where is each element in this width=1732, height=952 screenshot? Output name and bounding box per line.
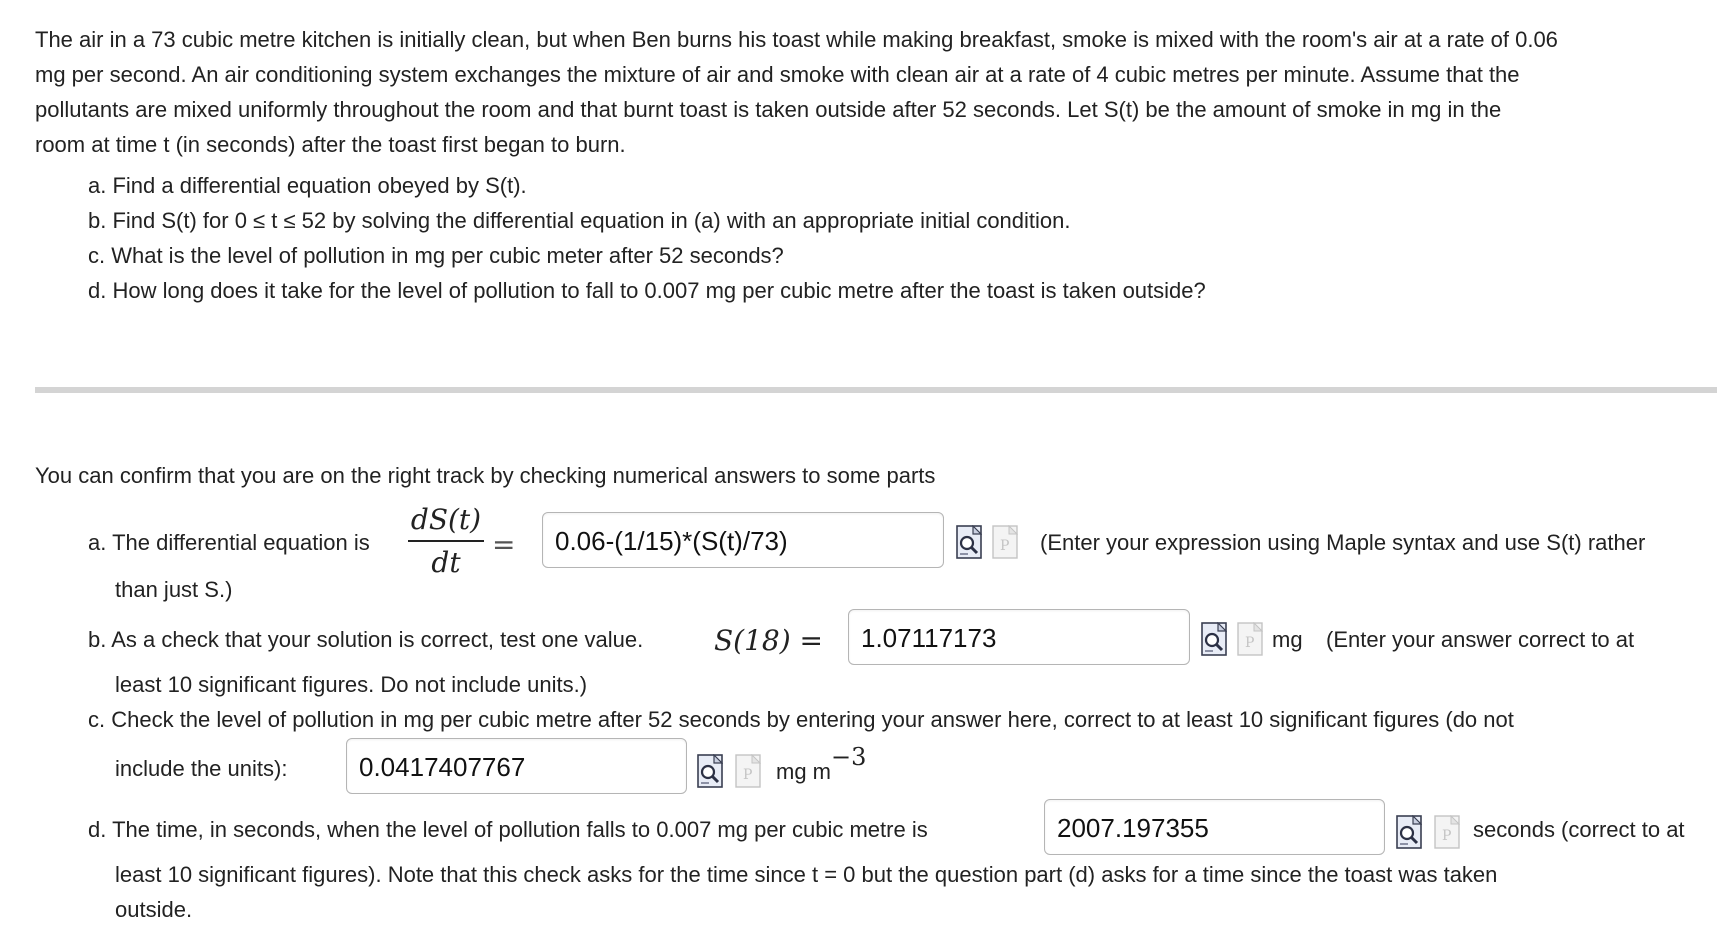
problem-line-1: The air in a 73 cubic metre kitchen is initially clean, but when Ben burns his toast while making breakfast, smoke is mixed with the room's air at a rate of 0.06 (35, 27, 1558, 52)
preview-icon[interactable] (956, 525, 982, 559)
question-parts (88, 168, 1206, 308)
check-a-prefix: a. The differential equation is (88, 530, 370, 555)
check-d-line-2: least 10 significant figures). Note that this check asks for the time since t = 0 but the question part (d) asks for a time since the toast was taken (115, 862, 1498, 887)
unit-mg: mg (1272, 627, 1303, 652)
answer-input-c[interactable]: 0.0417407767 (346, 738, 687, 794)
check-b-hint: (Enter your answer correct to at (1326, 627, 1635, 652)
preview-icon[interactable] (1201, 622, 1227, 656)
part-a: a. Find a differential equation obeyed by S(t). (88, 173, 527, 198)
answer-input-a[interactable]: 0.06-(1/15)*(S(t)/73) (542, 512, 944, 568)
answer-input-d[interactable]: 2007.197355 (1044, 799, 1385, 855)
part-d: d. How long does it take for the level of pollution to fall to 0.007 mg per cubic metre after the toast is taken outside? (88, 278, 1206, 303)
check-intro: You can confirm that you are on the right track by checking numerical answers to some parts (35, 463, 936, 488)
unit-mg-per-m3 (776, 743, 867, 785)
check-b-hint-continued: least 10 significant figures. Do not include units.) (115, 672, 588, 697)
maple-help-icon[interactable] (1237, 622, 1263, 656)
maple-help-icon[interactable] (992, 525, 1018, 559)
check-d-line-3: outside. (115, 897, 193, 922)
maple-help-icon[interactable] (1434, 815, 1460, 849)
check-d-prefix: d. The time, in seconds, when the level of pollution falls to 0.007 mg per cubic metre is (88, 817, 928, 842)
check-c-prefix: include the units): (115, 756, 288, 781)
problem-line-4: room at time t (in seconds) after the toast first began to burn. (35, 132, 626, 157)
preview-icon[interactable] (1396, 815, 1422, 849)
s18-label: S(18) = (714, 624, 824, 657)
section-divider (35, 387, 1717, 393)
maple-help-icon[interactable] (735, 754, 761, 788)
unit-exponent: −3 (831, 743, 867, 771)
check-d-suffix: seconds (correct to at (1473, 817, 1685, 842)
part-b: b. Find S(t) for 0 ≤ t ≤ 52 by solving the differential equation in (a) with an appropriate initial condition. (88, 208, 1071, 233)
check-a-hint-continued: than just S.) (115, 577, 233, 602)
check-c-line: c. Check the level of pollution in mg per cubic metre after 52 seconds by entering your answer here, correct to at least 10 significant figures (do not (88, 707, 1514, 732)
problem-line-3: pollutants are mixed uniformly throughout the room and that burnt toast is taken outside after 52 seconds. Let S(t) be the amount of smoke in mg in the (35, 97, 1502, 122)
preview-icon[interactable] (697, 754, 723, 788)
fraction-numerator: dS(t) (410, 503, 482, 536)
check-a-hint: (Enter your expression using Maple syntax and use S(t) rather (1040, 530, 1646, 555)
check-b-prefix: b. As a check that your solution is correct, test one value. (88, 627, 644, 652)
fraction-denominator: dt (431, 545, 461, 579)
equals-sign: = (492, 528, 516, 561)
answer-input-b[interactable]: 1.07117173 (848, 609, 1190, 665)
problem-line-2: mg per second. An air conditioning system exchanges the mixture of air and smoke with clean air at a rate of 4 cubic metres per minute. Assume that the (35, 62, 1520, 87)
fraction-bar (408, 540, 484, 542)
derivative-fraction (408, 503, 484, 579)
part-c: c. What is the level of pollution in mg per cubic meter after 52 seconds? (88, 243, 784, 268)
unit-base: mg m (776, 759, 831, 784)
problem-statement (35, 22, 1715, 162)
